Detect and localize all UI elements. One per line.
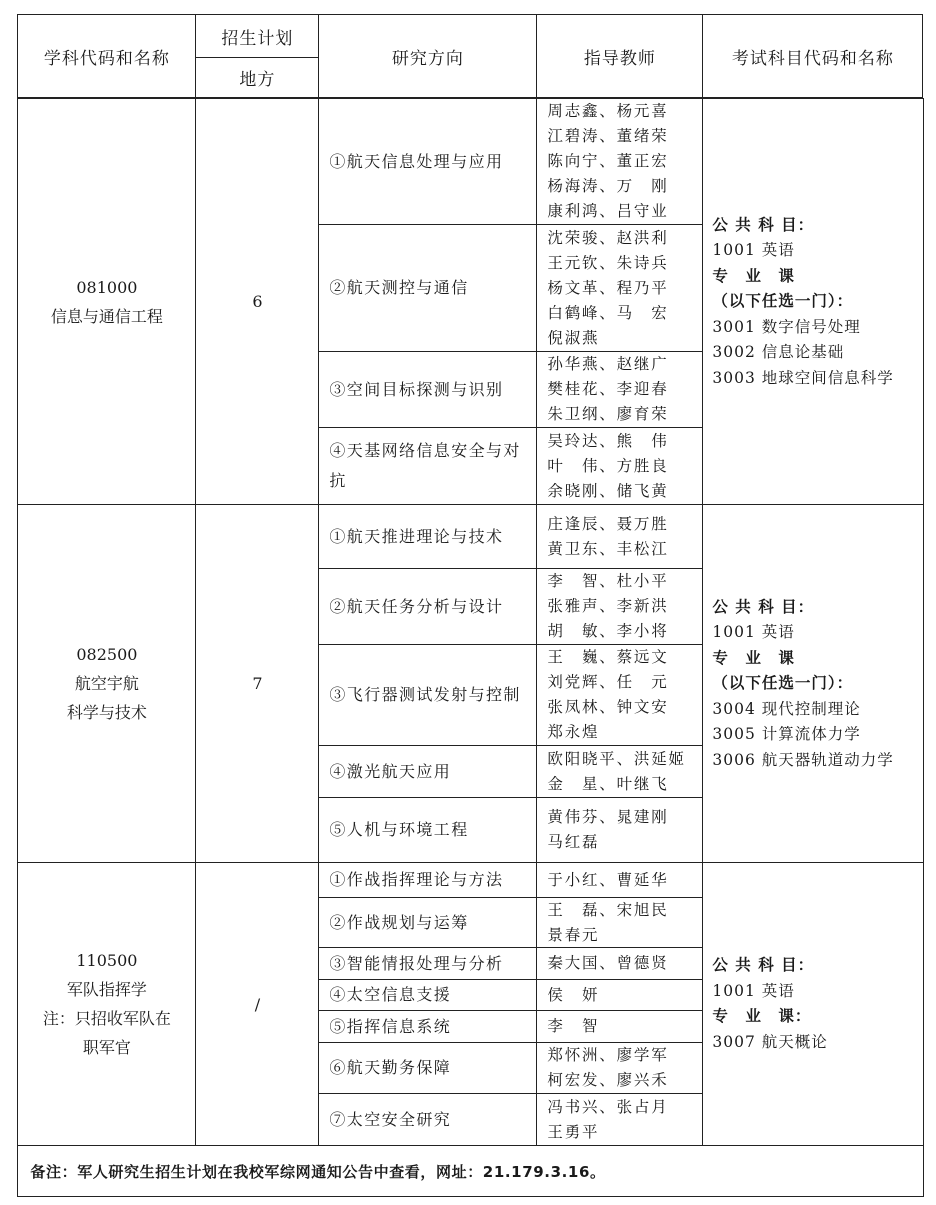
advisor-cell [536,1042,703,1094]
research-direction: ④天基网络信息安全与对抗 [318,427,537,505]
advisor-cell [536,897,703,948]
advisor-cell [536,1093,703,1146]
research-direction: ②作战规划与运筹 [318,897,537,948]
subject-name: 航空宇航 科学与技术 [66,674,147,723]
advisor-line: 余晓刚、储飞黄 [547,481,669,500]
research-direction: ②航天测控与通信 [318,224,537,352]
exam-option: 3007 航天概论 [712,1032,828,1051]
advisor-line: 侯 妍 [547,985,600,1004]
public-subject: 1001 英语 [712,623,795,642]
advisor-line: 李 智 [547,1017,600,1036]
advisor-line: 景春元 [547,925,600,944]
advisor-line: 沈荣骏、赵洪利 [547,228,669,247]
advisor-line: 李 智、杜小平 [547,572,669,591]
advisor-line: 孙华燕、赵继广 [547,355,669,374]
advisor-line: 欧阳晓平、洪延姬 [547,749,686,768]
research-direction: ③飞行器测试发射与控制 [318,644,537,746]
advisor-line: 冯书兴、张占月 [547,1097,669,1116]
advisor-line: 于小红、曹延华 [547,870,669,889]
advisor-line: 陈向宁、董正宏 [547,152,669,171]
research-direction: ④激光航天应用 [318,745,537,798]
research-direction: ①作战指挥理论与方法 [318,862,537,898]
advisor-line: 杨海涛、万 刚 [547,177,669,196]
advisor-line: 朱卫纲、廖育荣 [547,405,669,424]
advisor-cell [536,224,703,352]
advisor-cell [536,797,703,863]
advisor-line: 王勇平 [547,1122,600,1141]
advisor-line: 郑怀洲、廖学军 [547,1046,669,1065]
plan-count: 6 [195,98,319,505]
research-direction: ②航天任务分析与设计 [318,568,537,645]
exam-option: 3005 计算流体力学 [712,725,861,744]
advisor-line: 张雅声、李新洪 [547,597,669,616]
research-direction: ③空间目标探测与识别 [318,351,537,428]
advisor-line: 胡 敏、李小将 [547,622,669,641]
research-direction: ⑦太空安全研究 [318,1093,537,1146]
advisor-cell [536,947,703,980]
advisor-cell [536,745,703,798]
advisor-line: 张凤林、钟文安 [547,698,669,717]
header-exam: 考试科目代码和名称 [702,14,923,98]
public-subject-label: 公 共 科 目： [712,597,815,616]
choose-one-note: （以下任选一门）： [712,292,854,311]
exam-cell [702,862,924,1146]
advisor-cell [536,1010,703,1043]
header-advisors: 指导教师 [536,14,703,98]
advisor-cell [536,862,703,898]
public-subject: 1001 英语 [712,241,795,260]
advisor-line: 刘党辉、任 元 [547,673,669,692]
research-direction: ⑥航天勤务保障 [318,1042,537,1094]
research-direction: ①航天信息处理与应用 [318,98,537,225]
advisor-line: 郑永煌 [547,723,600,742]
research-direction: ⑤人机与环境工程 [318,797,537,863]
advisor-line: 马红磊 [547,833,600,852]
subject-code: 082500 [76,645,138,665]
public-subject-label: 公 共 科 目： [712,215,815,234]
advisor-line: 黄卫东、丰松江 [547,539,669,558]
advisor-cell [536,979,703,1011]
subject-cell [17,504,196,863]
exam-option: 3003 地球空间信息科学 [712,368,894,387]
subject-name: 军队指挥学 注：只招收军队在 职军官 [42,980,171,1058]
major-course-label: 专 业 课 [712,648,795,667]
advisor-line: 康利鸿、吕守业 [547,202,669,221]
advisor-line: 杨文革、程乃平 [547,278,669,297]
subject-cell [17,862,196,1146]
advisor-cell [536,427,703,505]
advisor-line: 金 星、叶继飞 [547,774,669,793]
footnote: 备注：军人研究生招生计划在我校军综网通知公告中查看，网址：21.179.3.16。 [17,1145,924,1197]
advisor-line: 王 磊、宋旭民 [547,900,669,919]
advisor-line: 王 巍、蔡远文 [547,648,669,667]
advisor-line: 吴玲达、熊 伟 [547,431,669,450]
header-plan: 招生计划 [195,14,319,58]
subject-code: 081000 [76,277,138,297]
research-direction: ④太空信息支援 [318,979,537,1011]
subject-code: 110500 [76,951,138,971]
subject-cell [17,98,196,505]
header-plan-local: 地方 [195,57,319,98]
subject-text [43,946,171,1062]
exam-option: 3006 航天器轨道动力学 [712,750,894,769]
advisor-line: 江碧涛、董绪荣 [547,127,669,146]
advisor-line: 白鹤峰、马 宏 [547,303,669,322]
advisor-line: 黄伟芬、晁建刚 [547,808,669,827]
advisor-cell [536,504,703,569]
public-subject-label: 公 共 科 目： [712,956,815,975]
research-direction: ①航天推进理论与技术 [318,504,537,569]
advisor-line: 叶 伟、方胜良 [547,456,669,475]
exam-cell [702,504,924,863]
research-direction: ⑤指挥信息系统 [318,1010,537,1043]
plan-count: 7 [195,504,319,863]
advisor-line: 樊桂花、李迎春 [547,380,669,399]
advisor-line: 柯宏发、廖兴禾 [547,1071,669,1090]
advisor-cell [536,98,703,225]
advisor-cell [536,568,703,645]
header-subject: 学科代码和名称 [17,14,196,98]
advisor-cell [536,351,703,428]
subject-name: 信息与通信工程 [50,306,163,326]
advisor-line: 周志鑫、杨元喜 [547,102,669,121]
advisor-line: 王元钦、朱诗兵 [547,253,669,272]
subject-text [51,273,163,331]
advisor-line: 秦大国、曾德贤 [547,954,669,973]
header-direction: 研究方向 [318,14,537,98]
public-subject: 1001 英语 [712,981,795,1000]
subject-text [67,640,147,727]
advisor-line: 倪淑燕 [547,328,600,347]
exam-option: 3001 数字信号处理 [712,317,861,336]
exam-option: 3002 信息论基础 [712,343,845,362]
research-direction: ③智能情报处理与分析 [318,947,537,980]
advisor-line: 庄逢辰、聂万胜 [547,514,669,533]
advisor-cell [536,644,703,746]
exam-cell [702,98,924,505]
exam-option: 3004 现代控制理论 [712,699,861,718]
choose-one-note: （以下任选一门）： [712,674,854,693]
major-course-label: 专 业 课 [712,266,795,285]
major-course-label: 专 业 课： [712,1007,812,1026]
plan-count: / [195,862,319,1146]
